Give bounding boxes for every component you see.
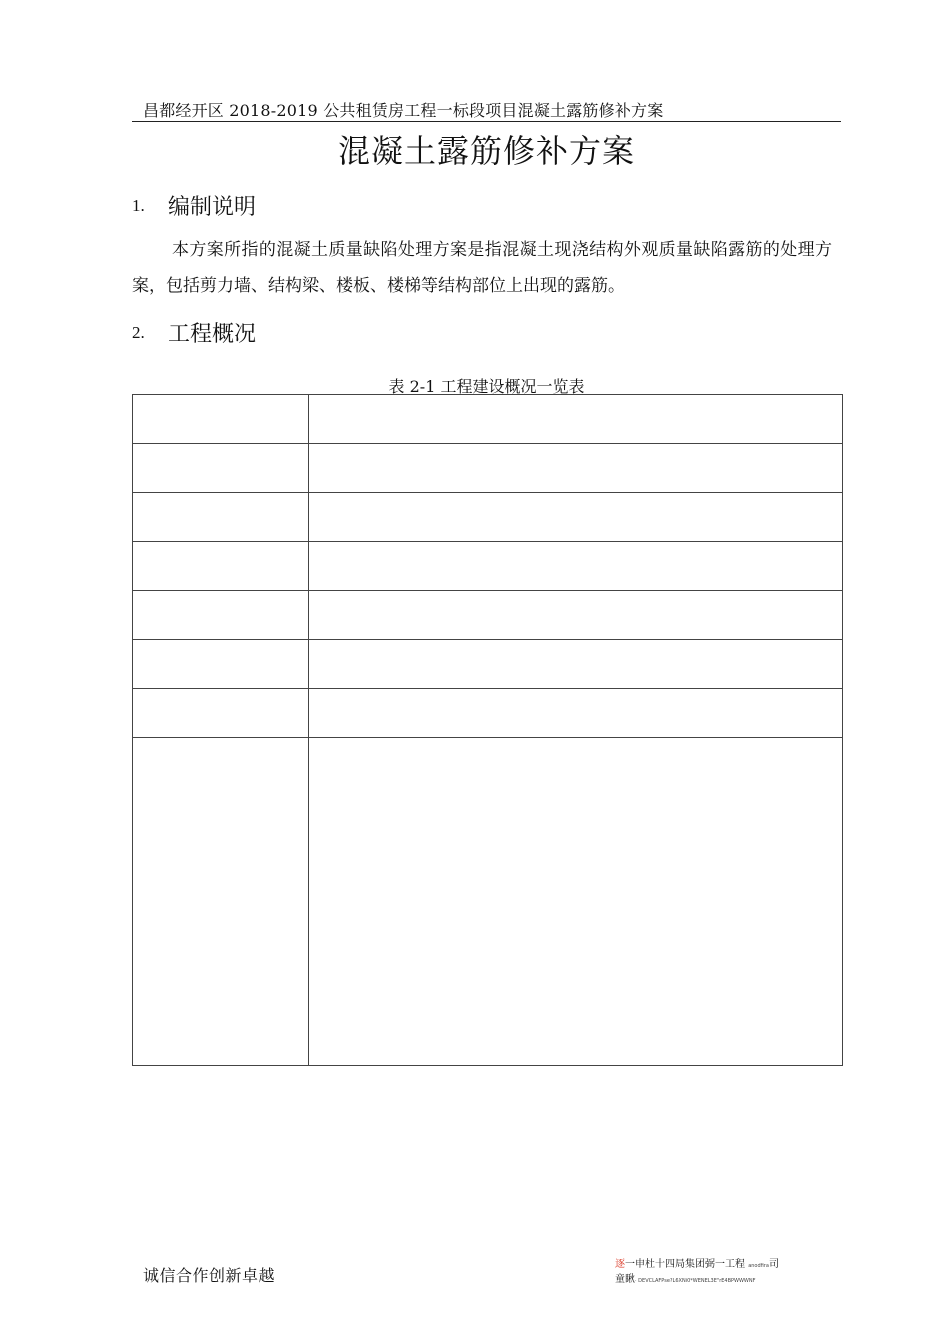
row-label-cell [133,493,309,542]
company-line-1 [615,1258,779,1273]
company-name: 一申杜十四局集团弼一工程 [625,1259,745,1270]
table-row [133,689,843,738]
row-value-cell [309,395,843,444]
company-accent-char: 逐 [615,1259,625,1270]
table-row [133,591,843,640]
table-caption: 表 2-1 工程建设概况一览表 [388,377,585,396]
section-label: 编制说明 [168,195,257,220]
document-title: 混凝土露筋修补方案 [337,132,635,170]
row-label-cell [133,542,309,591]
company-line-2-text: 童瞅 [615,1274,635,1285]
section-number: 2. [132,322,145,342]
row-value-cell [309,640,843,689]
company-line-2-small: · DEVCLAFPse?L6XNi0*WENEL3E"rE4BPWWWNF [635,1278,756,1284]
section-heading-1 [132,190,256,221]
table-row [133,738,843,1066]
table-row [133,640,843,689]
row-value-cell [309,542,843,591]
section-label: 工程概况 [168,322,257,347]
row-value-cell [309,493,843,542]
row-label-cell [133,395,309,444]
row-value-cell [309,738,843,1066]
footer-motto: 诚信合作创新卓越 [143,1266,276,1285]
footer-company-mark [615,1258,779,1288]
table-row [133,444,843,493]
table-row [133,395,843,444]
row-value-cell [309,689,843,738]
section-number: 1. [132,195,145,215]
project-overview-table [132,394,843,1066]
row-label-cell [133,591,309,640]
company-suffix: 司 [768,1259,779,1270]
header-divider [132,121,841,122]
row-value-cell [309,444,843,493]
row-label-cell [133,640,309,689]
row-label-cell [133,444,309,493]
row-label-cell [133,738,309,1066]
company-small-text: anodfira [748,1263,769,1269]
table-row [133,542,843,591]
row-label-cell [133,689,309,738]
row-value-cell [309,591,843,640]
running-header: 昌都经开区 2018-2019 公共租赁房工程一标段项目混凝土露筋修补方案 [143,101,664,120]
company-line-2 [615,1273,779,1288]
section-1-paragraph: 本方案所指的混凝土质量缺陷处理方案是指混凝土现浇结构外观质量缺陷露筋的处理方案，包括剪力墙、结构梁、楼板、楼梯等结构部位上出现的露筋。 [132,240,832,296]
section-heading-2 [132,317,256,348]
table-row [133,493,843,542]
